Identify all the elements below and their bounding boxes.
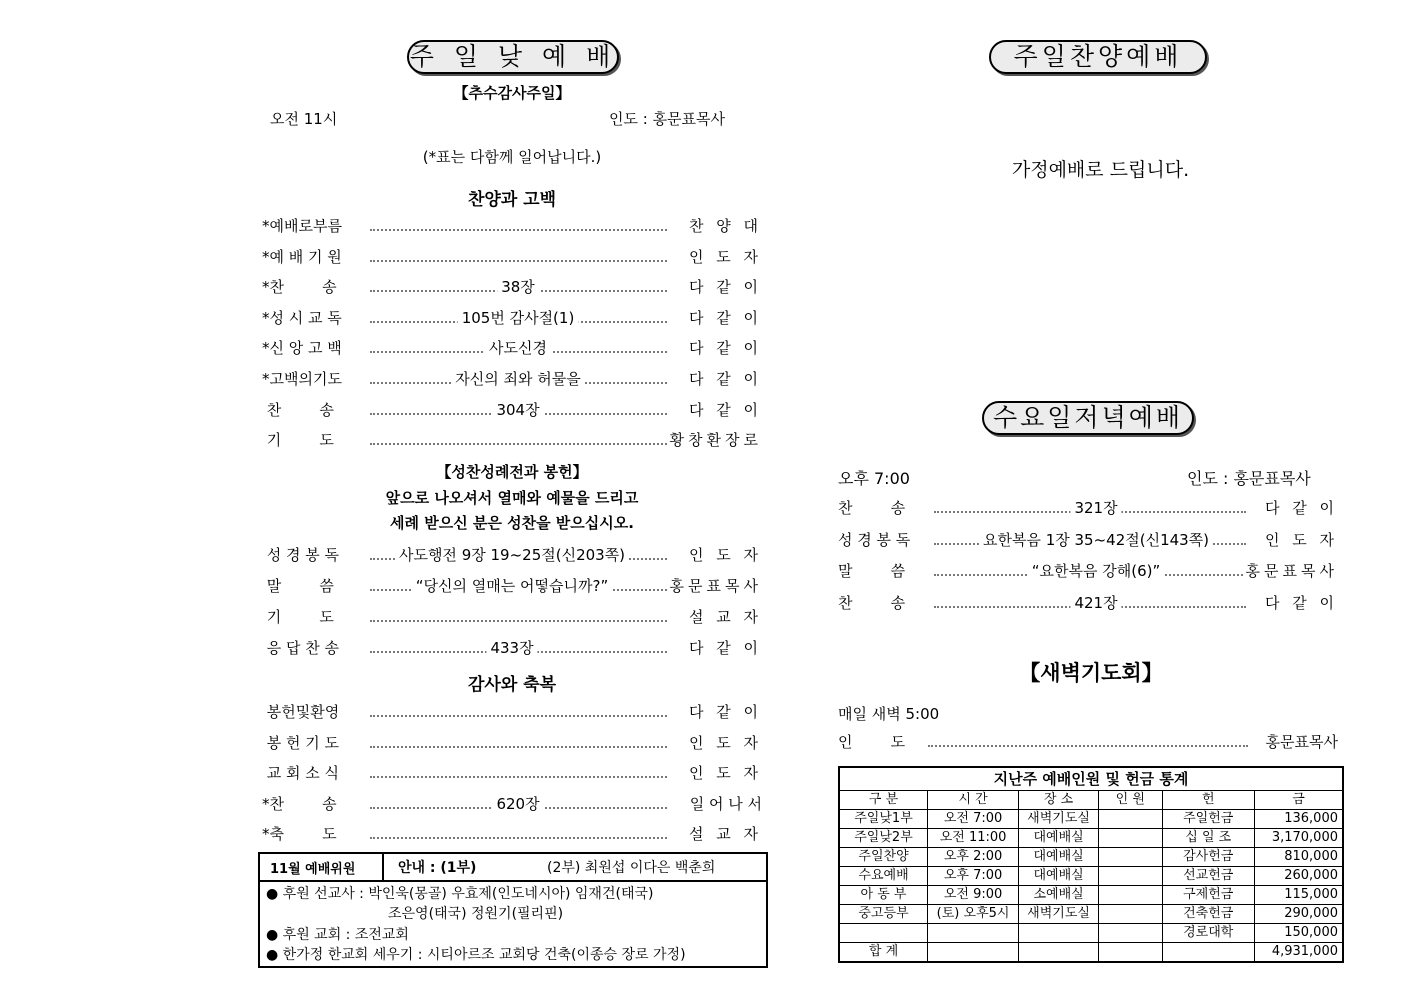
wednesday-service-title: 수요일저녁예배 — [982, 401, 1194, 435]
stats-cell: 주일찬양 — [839, 848, 928, 867]
order-item-label: 응 답 찬 송 — [262, 639, 340, 657]
order-item-label: 말 씀 — [262, 577, 334, 595]
order-item-person: 인 도 자 — [1263, 528, 1338, 552]
stats-cell: 합 계 — [839, 943, 928, 963]
notice-one-family: ● 한가정 한교회 세우기 : 시티아르조 교회당 건축(이종승 장로 가정) — [266, 947, 686, 963]
order-item-person: 다 같 이 — [687, 336, 762, 360]
order-item — [262, 214, 762, 238]
stats-cell: 주일낮2부 — [839, 829, 928, 848]
stats-row — [839, 905, 1343, 924]
standing-note: (*표는 다함께 일어납니다.) — [422, 148, 602, 166]
order-item — [262, 761, 762, 785]
order-item — [262, 792, 762, 816]
order-item-label: 봉헌및환영 — [262, 703, 340, 721]
order-item-label: *축 도 — [262, 825, 337, 844]
order-item-label: *고백의기도 — [262, 370, 342, 388]
stats-cell: 새벽기도실 — [1019, 905, 1099, 924]
stats-cell — [1099, 829, 1162, 848]
order-item-label: 봉 헌 기 도 — [262, 733, 340, 752]
order-item — [262, 398, 762, 422]
stats-cell — [1099, 943, 1162, 963]
stats-cell: 주일헌금 — [1162, 810, 1254, 829]
order-item-person: 찬 양 대 — [687, 214, 762, 238]
order-item-person: 다 같 이 — [1263, 496, 1338, 520]
stats-row — [839, 886, 1343, 905]
order-item-content: 620장 — [492, 792, 543, 816]
notice-supported-church: ● 후원 교회 : 조전교회 — [266, 927, 409, 943]
order-item-person: 인 도 자 — [687, 245, 762, 269]
order-item — [262, 636, 762, 660]
order-item-content: 자신의 죄와 허물을 — [451, 367, 584, 391]
stats-row — [839, 848, 1343, 867]
order-item-label: 교 회 소 식 — [262, 764, 340, 783]
service-time: 오전 11시 — [270, 110, 338, 128]
order-item-label: *신 앙 고 백 — [262, 339, 342, 358]
stats-cell: 오전 9:00 — [928, 886, 1019, 905]
stats-cell: 290,000 — [1254, 905, 1343, 924]
order-item-label: *찬 송 — [262, 794, 337, 813]
stats-cell: 810,000 — [1254, 848, 1343, 867]
order-item-content: 304장 — [492, 398, 543, 422]
dawn-leader-label: 인 도 — [838, 733, 906, 751]
order-item-content: 38장 — [497, 275, 539, 299]
order-item-person: 설 교 자 — [687, 822, 762, 846]
notice-missionaries: ● 후원 선교사 : 박인욱(몽골) 우효제(인도네시아) 임재건(태국) — [266, 886, 654, 902]
order-item — [262, 605, 762, 629]
stats-cell — [1019, 924, 1099, 943]
stats-row — [839, 810, 1343, 829]
notice-box — [258, 852, 768, 968]
order-item — [262, 306, 762, 330]
stats-cell — [1099, 905, 1162, 924]
notice-guide-names: (2부) 최원섭 이다은 백춘희 — [547, 860, 716, 876]
stats-cell: 중고등부 — [839, 905, 928, 924]
stats-cell: 아 동 부 — [839, 886, 928, 905]
stats-table — [838, 766, 1344, 963]
communion-instruction-2: 세례 받으신 분은 성찬을 받으십시오. — [390, 514, 634, 532]
stats-cell — [1099, 924, 1162, 943]
stats-cell: 주일낮1부 — [839, 810, 928, 829]
stats-cell: 건축헌금 — [1162, 905, 1254, 924]
order-item-label: 성 경 봉 독 — [262, 546, 340, 564]
stats-row — [839, 924, 1343, 943]
notice-committee-label: 11월 예배위원 — [270, 862, 356, 877]
section-thanks-blessing: 감사와 축복 — [467, 675, 557, 695]
wed-time: 오후 7:00 — [838, 469, 910, 488]
stats-cell: 수요예배 — [839, 867, 928, 886]
order-item-person: 인 도 자 — [687, 731, 762, 755]
dawn-time: 매일 새벽 5:00 — [838, 705, 940, 723]
stats-cell: 대예배실 — [1019, 867, 1099, 886]
order-item — [838, 591, 1338, 615]
section-praise-confession: 찬양과 고백 — [467, 190, 557, 210]
stats-header-cell: 인 원 — [1099, 791, 1162, 810]
stats-cell — [928, 924, 1019, 943]
stats-cell: 오후 2:00 — [928, 848, 1019, 867]
order-item-label: 말 씀 — [838, 562, 906, 580]
order-item — [262, 245, 762, 269]
stats-cell: 대예배실 — [1019, 829, 1099, 848]
order-item — [262, 700, 762, 724]
order-item — [838, 559, 1338, 583]
order-item-label: *성 시 교 독 — [262, 308, 342, 327]
order-item-content: 421장 — [1070, 591, 1121, 615]
order-item-person: 설 교 자 — [687, 605, 762, 629]
stats-cell: 115,000 — [1254, 886, 1343, 905]
order-item-person: 다 같 이 — [687, 700, 762, 724]
service-leader: 인도 : 홍문표목사 — [609, 110, 726, 128]
order-item-content: 433장 — [486, 636, 537, 660]
order-item-person: 다 같 이 — [1263, 591, 1338, 615]
order-item-label: *찬 송 — [262, 278, 337, 297]
order-item — [838, 528, 1338, 552]
stats-cell — [928, 943, 1019, 963]
order-item-person: 홍문표목사 — [668, 574, 762, 598]
order-item-content: 105번 감사절(1) — [458, 306, 579, 330]
order-item — [262, 543, 762, 567]
dawn-prayer-title: 【새벽기도회】 — [1019, 661, 1163, 685]
order-item-person: 다 같 이 — [687, 275, 762, 299]
stats-cell — [839, 924, 928, 943]
order-item-person: 다 같 이 — [687, 367, 762, 391]
stats-cell: 4,931,000 — [1254, 943, 1343, 963]
order-item — [262, 336, 762, 360]
communion-instruction-1: 앞으로 나오셔서 열매와 예물을 드리고 — [385, 489, 639, 507]
order-item — [262, 428, 762, 452]
order-item-label: 찬 송 — [262, 400, 334, 419]
sunday-service-title: 주 일 낮 예 배 — [407, 40, 619, 74]
stats-cell: 오전 7:00 — [928, 810, 1019, 829]
stats-row — [839, 829, 1343, 848]
thanksgiving-subtitle: 【추수감사주일】 — [453, 84, 571, 102]
stats-row — [839, 867, 1343, 886]
order-item-label: 찬 송 — [838, 593, 906, 612]
order-item — [262, 731, 762, 755]
family-worship-text: 가정예배로 드립니다. — [1011, 159, 1190, 181]
stats-cell: 대예배실 — [1019, 848, 1099, 867]
stats-row — [839, 943, 1343, 963]
stats-cell — [1099, 810, 1162, 829]
dawn-leader-row — [838, 730, 1338, 754]
order-item-label: *예배로부름 — [262, 217, 342, 235]
stats-header-cell: 시 간 — [928, 791, 1019, 810]
stats-cell: 구제헌금 — [1162, 886, 1254, 905]
order-item — [262, 574, 762, 598]
order-item — [262, 275, 762, 299]
sunday-praise-title: 주일찬양예배 — [989, 40, 1207, 74]
stats-header-cell: 금 — [1254, 791, 1343, 810]
order-item — [262, 822, 762, 846]
stats-cell — [1019, 943, 1099, 963]
stats-cell: 136,000 — [1254, 810, 1343, 829]
stats-title: 지난주 예배인원 및 헌금 통계 — [839, 767, 1343, 791]
stats-header-cell: 헌 — [1162, 791, 1254, 810]
order-item-content: “요한복음 강해(6)” — [1028, 559, 1165, 583]
stats-cell: 경로대학 — [1162, 924, 1254, 943]
notice-guide-label: 안내 : (1부) — [398, 860, 477, 876]
order-item-content: 사도신경 — [485, 336, 551, 360]
order-item-person: 인 도 자 — [687, 761, 762, 785]
stats-cell — [1099, 886, 1162, 905]
stats-cell: 260,000 — [1254, 867, 1343, 886]
order-item-person: 인 도 자 — [687, 543, 762, 567]
order-item-label: *예 배 기 원 — [262, 247, 342, 266]
order-item — [838, 496, 1338, 520]
order-item-person: 홍문표목사 — [1244, 559, 1338, 583]
order-item-content: “당신의 열매는 어떻습니까?” — [412, 574, 612, 598]
section-communion: 【성찬성례전과 봉헌】 — [436, 463, 588, 481]
stats-cell: 오전 11:00 — [928, 829, 1019, 848]
stats-cell — [1099, 867, 1162, 886]
order-item-content: 요한복음 1장 35~42절(신143쪽) — [979, 528, 1213, 552]
stats-header-cell: 장 소 — [1019, 791, 1099, 810]
stats-cell: (토) 오후5시 — [928, 905, 1019, 924]
stats-cell: 150,000 — [1254, 924, 1343, 943]
stats-cell: 소예배실 — [1019, 886, 1099, 905]
order-item-label: 찬 송 — [838, 499, 906, 517]
wed-leader: 인도 : 홍문표목사 — [1187, 469, 1311, 488]
order-item — [262, 367, 762, 391]
stats-cell: 감사헌금 — [1162, 848, 1254, 867]
stats-cell — [1162, 943, 1254, 963]
notice-missionaries-2: 조은영(태국) 정원기(필리핀) — [388, 906, 564, 922]
order-item-person: 다 같 이 — [687, 398, 762, 422]
stats-cell: 오후 7:00 — [928, 867, 1019, 886]
order-item-content: 321장 — [1070, 496, 1121, 520]
order-item-person: 일 어 나 서 — [688, 792, 762, 816]
order-item-label: 기 도 — [262, 608, 334, 626]
stats-table-wrap — [838, 766, 1344, 963]
order-item-person: 황창환장로 — [668, 428, 762, 452]
order-item-person: 다 같 이 — [687, 306, 762, 330]
stats-cell: 새벽기도실 — [1019, 810, 1099, 829]
stats-header-cell: 구 분 — [839, 791, 928, 810]
order-item-content: 사도행전 9장 19~25절(신203쪽) — [395, 543, 629, 567]
order-item-label: 성 경 봉 독 — [838, 530, 911, 549]
order-item-label: 기 도 — [262, 431, 334, 450]
stats-cell: 십 일 조 — [1162, 829, 1254, 848]
dawn-leader-name: 홍문표목사 — [1264, 730, 1338, 754]
stats-cell: 3,170,000 — [1254, 829, 1343, 848]
stats-cell — [1099, 848, 1162, 867]
stats-cell: 선교헌금 — [1162, 867, 1254, 886]
order-item-person: 다 같 이 — [687, 636, 762, 660]
stats-header-row — [839, 791, 1343, 810]
